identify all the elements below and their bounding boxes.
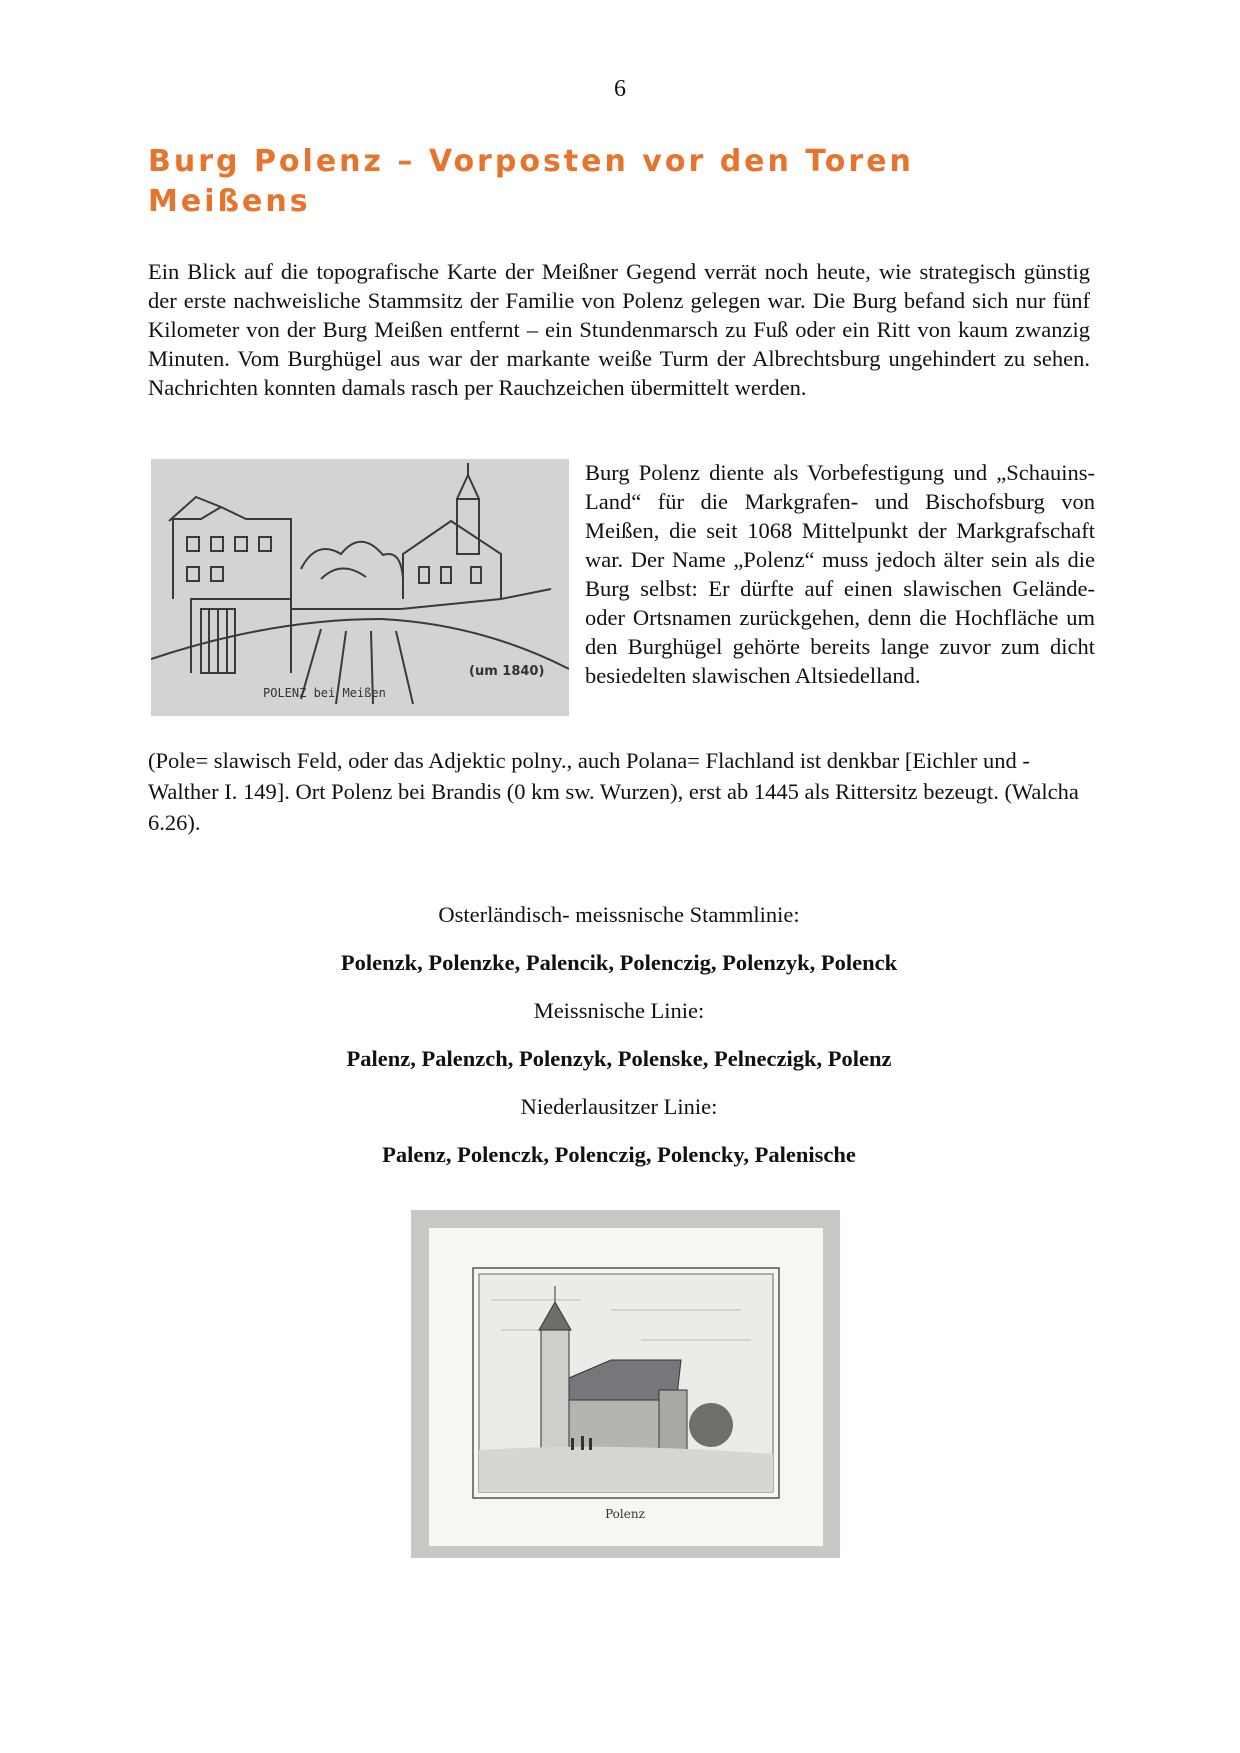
lineage-names: Polenzk, Polenzke, Palencik, Polenczig, Polenzyk, Polenck xyxy=(340,950,898,975)
side-paragraph: Burg Polenz diente als Vorbefestigung und „Schauins-Land“ für die Markgrafen- und Bischofsburg von Meißen, die seit 1068 Mittelpunkt der Markgrafschaft war. Der Name „Polenz“ muss jedoch älter sein als die Burg selbst: Er dürfte auf einen slawischen Gelände- oder Ortsnamen zurückgehen, denn die Hochfläche um den Burghügel gehörte bereits lange zuvor zum dicht besiedelten slawischen Altsiedelland. xyxy=(585,460,1095,688)
sketch-date-label: (um 1840) xyxy=(469,664,545,679)
etymology-paragraph: (Pole= slawisch Feld, oder das Adjektic polny., auch Polana= Flachland ist denkbar [Eichler und -Walther I. 149]. Ort Polenz bei Brandis (0 km sw. Wurzen), erst ab 1445 als Rittersitz bezeugt. (Walcha 6.26). xyxy=(148,748,1079,835)
page-number: 6 xyxy=(614,76,626,102)
lineage-label: Niederlausitzer Linie: xyxy=(520,1094,718,1119)
sketch-illustration xyxy=(151,459,569,716)
lineage-label: Meissnische Linie: xyxy=(533,998,705,1023)
page-title: Burg Polenz – Vorposten vor den Toren Meißens xyxy=(148,144,914,219)
intro-paragraph: Ein Blick auf die topografische Karte der Meißner Gegend verrät noch heute, wie strategisch günstig der erste nachweisliche Stammsitz der Familie von Polenz gelegen war. Die Burg befand sich nur fünf Kilometer von der Burg Meißen entfernt – ein Stundenmarsch zu Fuß oder ein Ritt von kaum zwanzig Minuten. Vom Burghügel aus war der markante weiße Turm der Albrechtsburg ungehindert zu sehen. Nachrichten konnten damals rasch per Rauchzeichen übermittelt werden. xyxy=(148,259,1090,400)
engraving-caption: Polenz xyxy=(605,1507,645,1521)
sketch-caption: POLENZ bei Meißen xyxy=(263,686,386,700)
lineage-list xyxy=(148,900,1090,1188)
lineage-label: Osterländisch- meissnische Stammlinie: xyxy=(438,902,800,927)
engraving-illustration xyxy=(411,1210,840,1558)
lineage-names: Palenz, Palenzch, Polenzyk, Polenske, Pelneczigk, Polenz xyxy=(346,1046,892,1071)
lineage-names: Palenz, Polenczk, Polenczig, Polencky, Palenische xyxy=(382,1142,856,1167)
